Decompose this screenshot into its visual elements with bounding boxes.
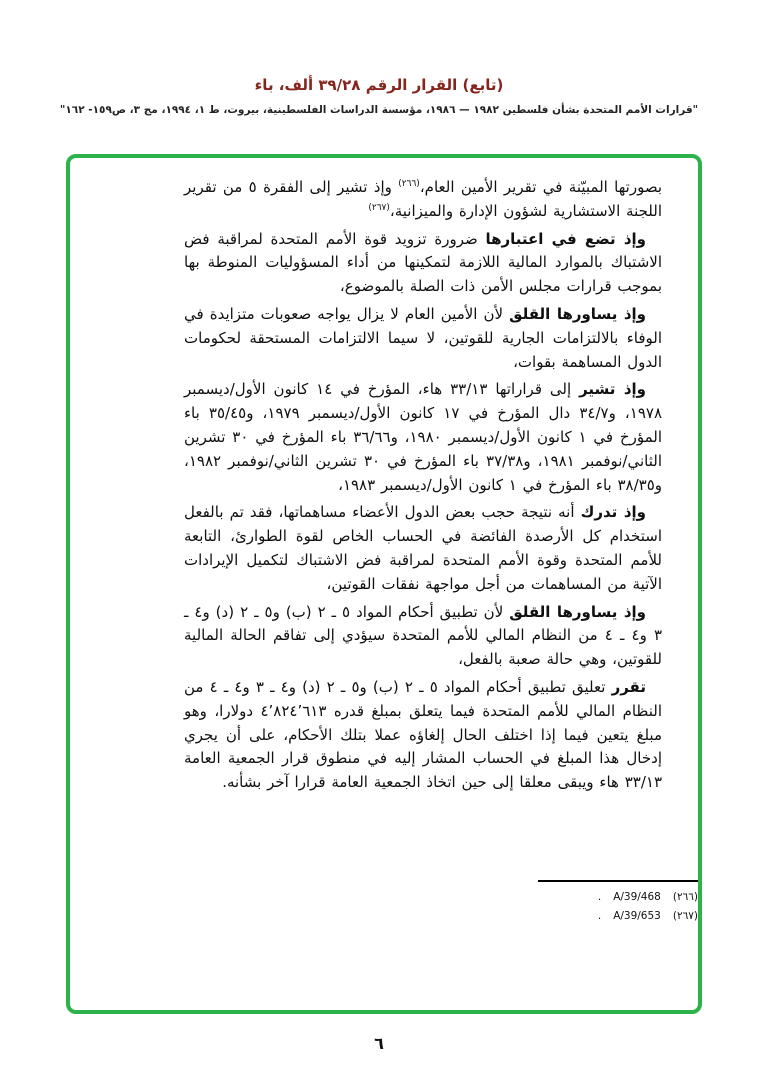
paragraph-text: إلى قراراتها ٣٣/١٣ هاء، المؤرخ في ١٤ كانون الأول/ديسمبر ١٩٧٨، و٣٤/٧ دال المؤرخ في ١٧ كانون الأول/ديسمبر ١٩٧٩، و٣٥/٤٥ باء المؤرخ في ١ كانون الأول/ديسمبر ١٩٨٠، و٣٦/٦٦ باء المؤرخ في ٣٠ تشرين الثاني/نوفمبر ١٩٨١، و٣٧/٣٨ باء المؤرخ في ٣٠ تشرين الثاني/نوفمبر ١٩٨٢، و٣٨/٣٥ باء المؤرخ في ١ كانون الأول/ديسمبر ١٩٨٣، <box>184 380 663 494</box>
footnote-item <box>538 888 698 907</box>
citation-line: "قرارات الأمم المتحدة بشأن فلسطين ١٩٨٢ — ١٩٨٦، مؤسسة الدراسات الفلسطينية، بيروت، ط ١، ١٩٩٤، مج ٣، ص١٥٩- ١٦٢" <box>59 104 699 116</box>
footnote-period: . <box>597 910 602 922</box>
paragraph-preamble-4 <box>184 501 662 596</box>
footnotes <box>538 880 698 926</box>
page-header <box>0 76 758 116</box>
paragraph-opening <box>184 176 662 224</box>
footnote-item <box>538 907 698 926</box>
paragraph-preamble-2 <box>184 303 662 374</box>
resolution-body <box>184 176 662 799</box>
footnote-marker-267: (٢٦٧) <box>368 202 390 213</box>
paragraph-text: ضرورة تزويد قوة الأمم المتحدة لمراقبة فض الاشتباك بالموارد المالية اللازمة لتمكينها من أداء المسؤوليات المنوطة بها بموجب قرارات مجلس الأمن ذات الصلة بالموضوع، <box>184 229 662 296</box>
paragraph-text: وإذ تشير إلى الفقرة ٥ من تقرير اللجنة الاستشارية لشؤون الإدارة والميزانية، <box>184 178 662 220</box>
paragraph-lead: وإذ يساورها القلق <box>509 304 646 323</box>
footnote-number: (٢٦٦) <box>672 891 698 903</box>
paragraph-operative <box>184 676 662 795</box>
footnote-divider <box>538 880 698 882</box>
paragraph-text: بصورتها المبيّنة في تقرير الأمين العام، <box>419 178 662 196</box>
paragraph-lead: وإذ يساورها القلق <box>509 602 647 621</box>
footnote-symbol: A/39/653 <box>613 910 661 922</box>
footnote-symbol: A/39/468 <box>613 891 661 903</box>
page-number: ٦ <box>374 1034 384 1053</box>
resolution-title: (تابع) القرار الرقم ٣٩/٢٨ ألف، باء <box>254 76 504 94</box>
paragraph-text: أنه نتيجة حجب بعض الدول الأعضاء مساهماتها، فقد تم بالفعل استخدام كل الأرصدة الفائضة في الحساب الخاص لقوة الطوارئ، التابعة للأمم المتحدة وقوة الأمم المتحدة لمراقبة فض الاشتباك لتكميل الإيرادات الآتية من المساهمات من أجل مواجهة نفقات القوتين، <box>184 503 662 593</box>
content-frame <box>66 154 702 1014</box>
paragraph-text: تعليق تطبيق أحكام المواد ٥ ـ ٢ (ب) و٥ ـ ٢ (د) و٤ ـ ٣ و٤ ـ ٤ من النظام المالي للأمم المتحدة فيما يتعلق بمبلغ قدره ٤٬٨٢٤٬٦١٣ دولارا، وهو مبلغ يتعين فيما إذا اختلف الحال إلغاؤه عملا بتلك الأحكام، على أن يجري إدخال هذا المبلغ في الحساب المشار إليه في منطوق قرار الجمعية العامة ٣٣/١٣ هاء ويبقى معلقا إلى حين اتخاذ الجمعية العامة قرارا آخر بشأنه. <box>184 677 662 792</box>
paragraph-text: لأن الأمين العام لا يزال يواجه صعوبات متزايدة في الوفاء بالالتزامات الجارية للقوتين، لا سيما الالتزامات المستحقة لحكومات الدول المساهمة بقوات، <box>184 304 662 371</box>
paragraph-preamble-3 <box>184 378 662 497</box>
footnote-marker-266: (٢٦٦) <box>398 179 420 189</box>
footnote-number: (٢٦٧) <box>672 910 698 922</box>
paragraph-preamble-1 <box>184 228 662 299</box>
paragraph-lead: تقرر <box>611 677 646 696</box>
footnote-period: . <box>597 891 602 903</box>
paragraph-lead: وإذ تضع في اعتبارها <box>485 229 646 248</box>
paragraph-lead: وإذ تدرك <box>580 503 646 522</box>
paragraph-text: لأن تطبيق أحكام المواد ٥ ـ ٢ (ب) و٥ ـ ٢ (د) و٤ ـ ٣ و٤ ـ ٤ من النظام المالي للأمم المتحدة سيؤدي إلى تفاقم الحالة المالية للقوتين، وهي حالة صعبة بالفعل، <box>184 602 663 669</box>
paragraph-lead: وإذ تشير <box>579 380 646 399</box>
paragraph-preamble-5 <box>184 601 662 672</box>
